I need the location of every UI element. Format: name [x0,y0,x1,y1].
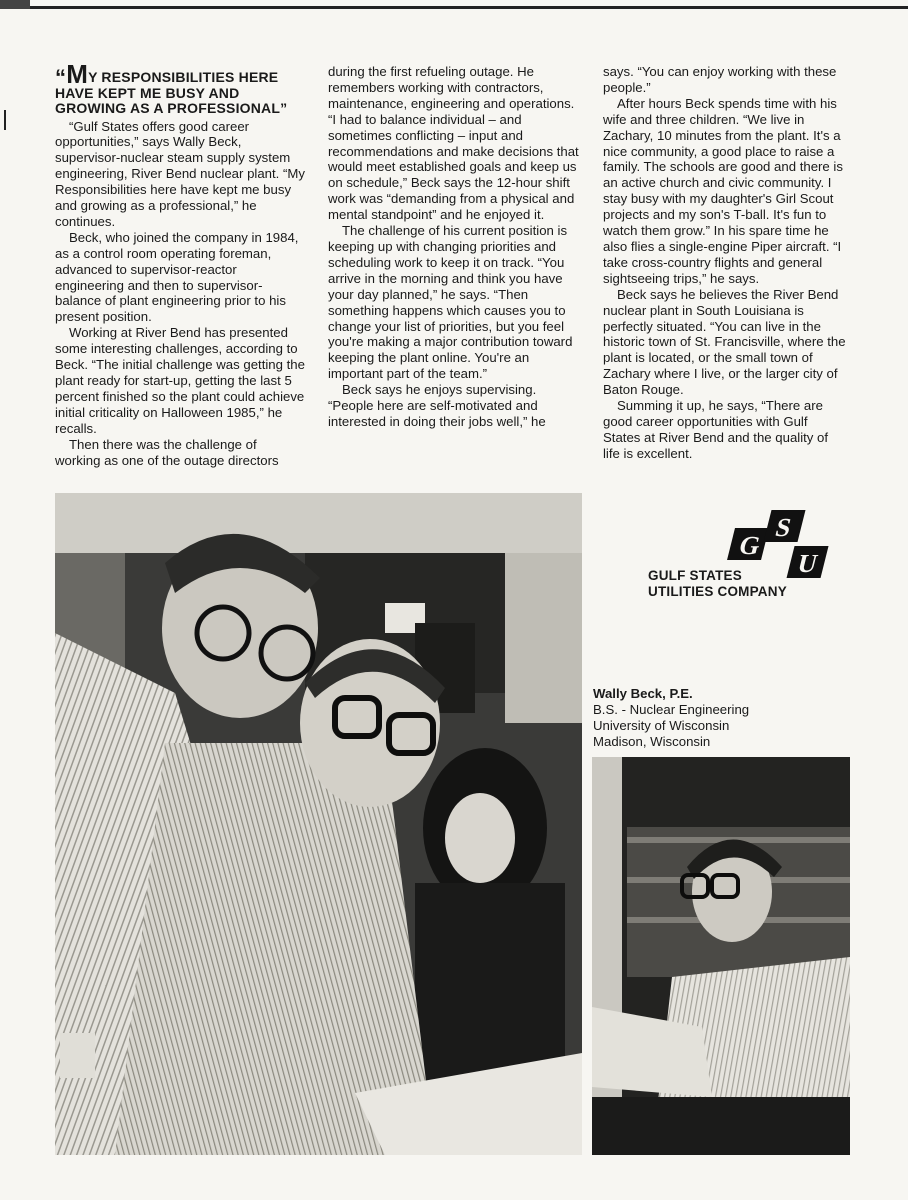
paragraph: Working at River Bend has presented some interesting challenges, according to Beck. “The initial challenge was getting the plant ready for start-up, getting the last 5 percent finished so the plant could achieve initial criticality on Halloween 1985,” he recalls. [55,325,305,436]
article-column-1 [55,59,305,468]
paragraph: says. “You can enjoy working with these people.” [603,64,837,95]
caption-university: University of Wisconsin [593,718,730,733]
company-name-line1: GULF STATES [648,568,742,583]
paragraph: Summing it up, he says, “There are good career opportunities with Gulf States at River Bend and the quality of life is excellent. [603,398,829,461]
portrait-photo [592,757,850,1155]
margin-mark [4,110,6,130]
paragraph: Beck says he believes the River Bend nuclear plant in South Louisiana is perfectly situated. “You can live in the historic town of St. Francisville, where the plant is located, or the small town of Zachary where I live, or the larger city of Baton Rouge. [603,286,846,398]
logo-letter-g: G [736,530,764,560]
company-name-line2: UTILITIES COMPANY [648,584,787,599]
article-column-2 [328,64,580,430]
caption-location: Madison, Wisconsin [593,734,711,749]
headline-initial: M [66,59,89,89]
portrait-photo-image [592,757,850,1155]
group-photo [55,493,582,1155]
logo-letter-s: S [772,512,795,542]
company-name [648,568,787,600]
logo-letter-u: U [794,548,821,578]
paragraph: The challenge of his current position is keeping up with changing priorities and scheduling work to keep it on track. “You arrive in the morning and think you have your day planned,” he says. “Then something happens which causes you to change your list of priorities, but you feel you're making a major contribution toward keeping the plant online. You're an important part of the team.” [328,223,573,382]
headline-text: Y RESPONSIBILITIES HERE HAVE KEPT ME BUSY AND GROWING AS A PROFESSIONAL [55,69,281,116]
paragraph: Beck says he enjoys supervising. “People here are self-motivated and interested in doing their jobs well,” he [328,382,546,429]
caption-name: Wally Beck, P.E. [593,686,693,701]
caption-degree: B.S. - Nuclear Engineering [593,702,750,717]
paragraph: Then there was the challenge of working as one of the outage directors [55,436,279,468]
paragraph: during the first refueling outage. He remembers working with contractors, maintenance, engineering and operations. “I had to balance individual – and sometimes conflicting – input and recommendations and make decisions that would meet established goals and keep us on schedule,” Beck says the 12-hour shift work was “demanding from a physical and mental standpoint” and he enjoyed it. [328,64,579,223]
article-headline [55,59,305,117]
paragraph: Beck, who joined the company in 1984, as a control room operating foreman, advanced to supervisor-reactor engineering and then to supervisor-balance of plant engineering prior to his present position. [55,229,299,325]
top-rule [0,0,908,10]
paragraph: “Gulf States offers good career opportunities,” says Wally Beck, supervisor-nuclear steam supply system engineering, River Bend nuclear plant. “My Responsibilities here have kept me busy and growing as a professional,” he continues. [55,118,305,229]
paragraph: After hours Beck spends time with his wife and three children. “We live in Zachary, 10 minutes from the plant. It's a nice community, a good place to raise a family. The schools are good and there is an active church and civic community. I stay busy with my daughter's Girl Scout projects and my son's T-ball. It's fun to watch them grow.” In his spare time he also flies a single-engine Piper aircraft. “I take cross-country flights and general sightseeing trips,” he says. [603,95,843,286]
photo-caption [593,686,749,750]
headline-open-quote: “ [55,65,67,90]
headline-close-quote: ” [280,100,288,116]
article-column-3 [603,64,848,462]
top-rule-mark [0,0,30,9]
group-photo-image [55,493,582,1155]
